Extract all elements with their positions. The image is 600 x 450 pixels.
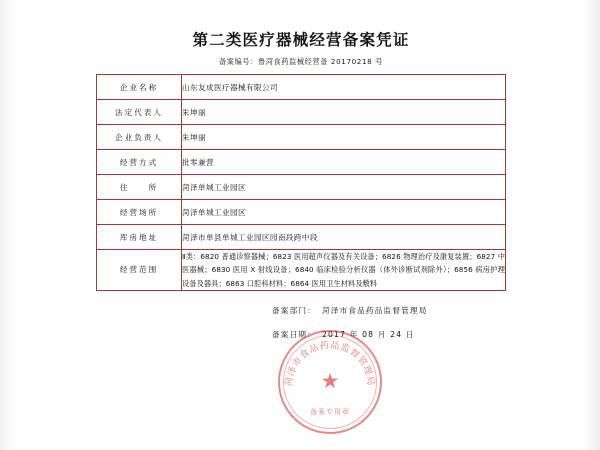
row-value-residence: 菏泽单城工业园区: [182, 175, 506, 200]
row-label-business-premises: 经营场所: [97, 200, 182, 225]
seal-top-text: 菏泽市食品药品监督管理局: [284, 340, 376, 387]
row-label-legal-representative: 法定代表人: [97, 100, 182, 125]
table-row-scope: [97, 250, 506, 291]
row-label-person-in-charge: 企业负责人: [97, 125, 182, 150]
row-value-business-mode: 批零兼营: [182, 150, 506, 175]
row-label-residence: 住 所: [97, 175, 182, 200]
page-title: 第二类医疗器械经营备案凭证: [192, 30, 410, 49]
footer-date-label: 备案日期：: [272, 329, 316, 339]
record-number: 备案编号：鲁菏食药监械经营备 20170218 号: [219, 57, 383, 66]
table-row: [97, 150, 506, 175]
row-label-business-mode: 经营方式: [97, 150, 182, 175]
table-row: [97, 225, 506, 250]
row-label-warehouse-address: 库房地址: [97, 225, 182, 250]
row-label-company-name: 企业名称: [97, 75, 182, 100]
table-row: [97, 100, 506, 125]
row-value-legal-representative: 朱坤丽: [182, 100, 506, 125]
seal-bottom-text: 备案专用章: [310, 408, 350, 416]
table-row: [97, 75, 506, 100]
row-value-business-scope: Ⅱ类：6820 普通诊察器械；6823 医用超声仪器及有关设备；6826 物理治疗及康复装置；6827 中医器械；6830 医用 X 射线设备；6840 临床检验分析仪器（体外诊断试剂除外）；6856 病房护理设备及器具；6863 口腔科材料；6864 医用卫生材料及敷料: [182, 250, 506, 291]
footer-department: [272, 305, 506, 316]
footer-department-value: 菏泽市食品药品监督管理局: [321, 305, 428, 315]
certificate-table: [96, 74, 506, 291]
row-value-person-in-charge: 朱坤丽: [182, 125, 506, 150]
table-row: [97, 175, 506, 200]
star-icon: ★: [320, 369, 340, 394]
row-label-business-scope: 经营范围: [97, 250, 182, 291]
footer-date-value: 2017 年 08 月 24 日: [321, 329, 415, 339]
row-value-company-name: 山东友成医疗器械有限公司: [182, 75, 506, 100]
table-row: [97, 125, 506, 150]
footer-date: [272, 329, 506, 340]
certificate-body: [96, 28, 506, 353]
row-value-business-premises: 菏泽单城工业园区: [182, 200, 506, 225]
certificate-footer: [96, 305, 506, 340]
row-value-warehouse-address: 菏泽市单县单城工业园区园南段跨中段: [182, 225, 506, 250]
footer-department-label: 备案部门：: [272, 305, 316, 315]
table-row: [97, 200, 506, 225]
